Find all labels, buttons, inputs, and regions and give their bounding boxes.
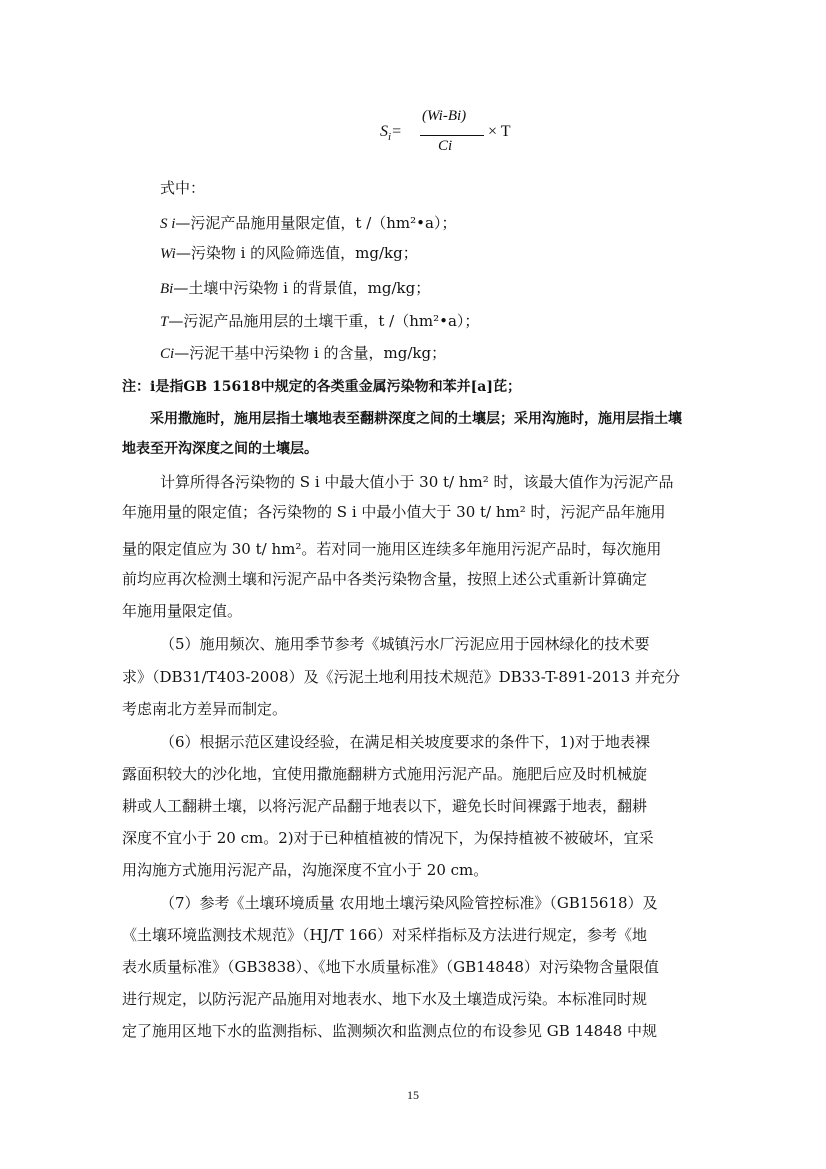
paragraph-3-line-3: 耕或人工翻耕土壤，以将污泥产品翻于地表以下，避免长时间裸露于地表，翻耕 [122, 797, 648, 815]
definition-si: S i—污泥产品施用量限定值，t /（hm²•a）； [160, 214, 457, 232]
definition-bi: Bi—土壤中污染物 i 的背景值，mg/kg； [160, 279, 431, 297]
paragraph-2-line-2: 求》（DB31/T403-2008）及《污泥土地利用技术规范》DB33-T-891-2013 并充分 [122, 668, 681, 686]
page-number: 15 [407, 1088, 419, 1102]
paragraph-1-line-3: 量的限定值应为 30 t/ hm²。若对同一施用区连续多年施用污泥产品时，每次施用 [122, 540, 662, 558]
note-line-2: 采用撒施时，施用层指土壤地表至翻耕深度之间的土壤层；采用沟施时，施用层指土壤 [150, 411, 682, 427]
sludge-application-formula [372, 108, 511, 160]
paragraph-3-line-2: 露面积较大的沙化地，宜使用撒施翻耕方式施用污泥产品。施肥后应及时机械旋 [122, 765, 648, 783]
note-line-1: 注：i是指GB 15618中规定的各类重金属污染物和苯并[a]芘； [122, 379, 522, 395]
paragraph-2-line-1: （5）施用频次、施用季节参考《城镇污水厂污泥应用于园林绿化的技术要 [160, 635, 650, 653]
paragraph-3-line-1: （6）根据示范区建设经验，在满足相关坡度要求的条件下，1)对于地表裸 [160, 733, 650, 751]
paragraph-4-line-4: 进行规定，以防污泥产品施用对地表水、地下水及土壤造成污染。本标准同时规 [122, 990, 648, 1008]
paragraph-3-line-5: 用沟施方式施用污泥产品，沟施深度不宜小于 20 cm。 [122, 861, 489, 879]
paragraph-1-line-5: 年施用量限定值。 [122, 602, 243, 620]
paragraph-4-line-3: 表水质量标准》（GB3838）、《地下水质量标准》（GB14848）对污染物含量限值 [122, 958, 659, 976]
formula-lhs: $S_i=$ [380, 123, 402, 144]
formula-numerator: (Wi-Bi) [422, 108, 467, 124]
paragraph-1-line-2: 年施用量的限定值；各污染物的 S i 中最小值大于 30 t/ hm² 时，污泥产品年施用 [122, 503, 666, 521]
formula-denominator: Ci [438, 138, 453, 154]
definition-t: T—污泥产品施用层的土壤干重，t /（hm²•a）； [160, 312, 480, 330]
paragraph-4-line-1: （7）参考《土壤环境质量 农用地土壤污染风险管控标准》（GB15618）及 [160, 894, 658, 912]
fraction-bar [420, 135, 484, 136]
paragraph-1-line-1: 计算所得各污染物的 S i 中最大值小于 30 t/ hm² 时，该最大值作为污泥产品 [160, 473, 674, 491]
definition-wi: Wi—污染物 i 的风险筛选值，mg/kg； [160, 244, 418, 262]
paragraph-1-line-4: 前均应再次检测土壤和污泥产品中各类污染物含量，按照上述公式重新计算确定 [122, 570, 648, 588]
where-label: 式中： [160, 179, 206, 197]
paragraph-4-line-2: 《土壤环境监测技术规范》（HJ/T 166）对采样指标及方法进行规定，参考《地 [122, 926, 648, 944]
formula-rhs: × T [488, 123, 511, 140]
note-line-3: 地表至开沟深度之间的土壤层。 [122, 441, 318, 457]
paragraph-4-line-5: 定了施用区地下水的监测指标、监测频次和监测点位的布设参见 GB 14848 中规 [122, 1022, 658, 1040]
paragraph-2-line-3: 考虑南北方差异而制定。 [122, 700, 288, 718]
definition-ci: Ci—污泥干基中污染物 i 的含量，mg/kg； [160, 344, 447, 362]
paragraph-3-line-4: 深度不宜小于 20 cm。2)对于已种植植被的情况下，为保持植被不被破坏，宜采 [122, 829, 654, 847]
